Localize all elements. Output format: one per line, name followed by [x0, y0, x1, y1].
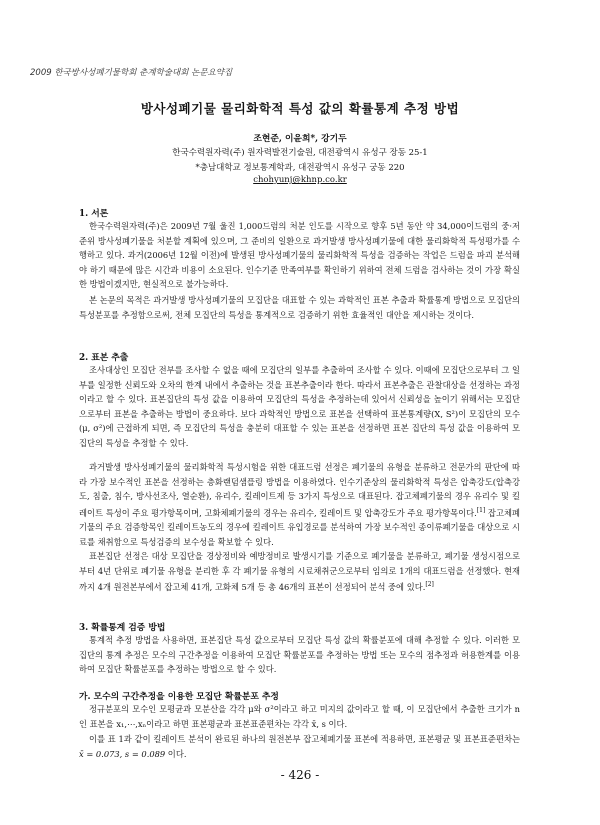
subsection-a-paragraph-2-end: 이다. — [165, 748, 187, 759]
section-2-paragraph-3 — [79, 549, 520, 595]
section-2-paragraph-2-cont: 잡고체폐기물의 주요 검증항목인 킬레이트농도의 경우에 킬레이트 유입경로를 분석하여 가장 보수적인 종이류폐기물을 대상으로 시료를 채취함으로 특성검증의 보수성을 확보할 수 있다. — [79, 507, 520, 547]
affiliation-2: *충남대학교 정보통계학과, 대전광역시 유성구 궁동 220 — [195, 163, 405, 173]
subsection-a-paragraph-2 — [79, 732, 520, 761]
page-number: - 426 - — [280, 768, 320, 782]
section-2-paragraph-2-text: 과거발생 방사성폐기물의 물리화학적 특성시험을 위한 대표드럼 선정은 폐기물의 유형을 분류하고 전문가의 판단에 따라 가장 보수적인 표본을 선정하는 층화랜덤샘플링 방법을 이용하였다. 인수기준상의 물리화학적 특성은 압축강도(압축강도, 침출, 침수, 방사선조사, 열순환), 유리수, 킬레이트제 등 3가지 특성으로 대표된다. 잡고체폐기물의 경우 유리수 및 킬레이트 특성이 주요 평가항목이며, 고화체폐기물의 경우는 유리수, 킬레이트 및 압축강도가 주요 평가항목이다. — [79, 462, 520, 518]
author-email[interactable]: chohyunj@khnp.co.kr — [253, 175, 347, 185]
section-2-paragraph-2 — [79, 460, 520, 549]
section-2-paragraph-3-text: 표본집단 선정은 대상 모집단을 경상정비와 예방정비로 발생시기를 기준으로 폐기물을 분류하고, 폐기물 생성시점으로부터 4년 단위로 폐기물 유형을 분리한 후 각 폐기물 유형의 시료채취군으로부터 임의로 1개의 대표드럼을 선정했다. 현재까지 4개 원전본부에서 잡고체 41개, 고화체 5개 등 총 46개의 표본이 선정되어 분석 중에 있다. — [79, 551, 520, 592]
section-3-paragraph-1: 통계적 추정 방법을 사용하면, 표본집단 특성 값으로부터 모집단 특성 값의 확률분포에 대해 추정할 수 있다. 이러한 모집단의 통계 추정은 모수의 구간추정을 이용하여 모집단 확률분포를 추정하는 방법 또는 모수의 점추정과 허용한계를 이용하여 모집단 확률분포를 추정하는 방법으로 할 수 있다. — [79, 635, 520, 675]
section-2-paragraph-1: 조사대상인 모집단 전부를 조사할 수 없을 때에 모집단의 일부를 추출하여 조사할 수 있다. 이때에 모집단으로부터 그 일부를 일정한 신뢰도와 오차의 한계 내에서 추출하는 것을 표본추출이라 한다. 따라서 표본추출은 관찰대상을 선정하는 과정이라고 할 수 있다. 표본집단의 특성 값을 이용하여 모집단의 특성을 추정하는데 있어서 신뢰성을 높이기 위해서는 모집단으로부터 표본을 추출하는 방법이 중요하다. 보다 과학적인 방법으로 표본을 선택하여 표본통계량(X, S²)이 모집단의 모수(μ, σ²)에 근접하게 되면, 즉 모집단의 특성을 충분히 대표할 수 있는 표본을 선정하면 표본 집단의 특성 값을 이용하여 모집단의 특성을 추정할 수 있다. — [79, 365, 520, 448]
section-1-heading: 1. 서론 — [79, 209, 109, 219]
authors: 조현준, 이윤희*, 강기두 — [253, 134, 347, 144]
subsection-a-heading: 가. 모수의 구간추정을 이용한 모집단 확률분포 추정 — [79, 692, 279, 702]
section-2-heading: 2. 표본 추출 — [79, 353, 129, 363]
citation-2: [2] — [425, 581, 434, 589]
conference-header: 2009 한국방사성폐기물학회 춘계학술대회 논문요약집 — [30, 68, 233, 78]
section-3-heading: 3. 확률통계 검증 방법 — [79, 623, 166, 633]
section-1-paragraph-2: 본 논문의 목적은 과거발생 방사성폐기물의 모집단을 대표할 수 있는 과학적인 표본 추출과 확률통계 방법으로 모집단의 특성분포를 추정함으로써, 전체 모집단의 특성을 통계적으로 검증하기 위한 효율적인 대안을 제시하는 것이다. — [79, 295, 520, 320]
section-1-paragraph-1: 한국수력원자력(주)은 2009년 7월 울진 1,000드럼의 처분 인도를 시작으로 향후 5년 동안 약 34,000이드럼의 중·저준위 방사성폐기물을 처분할 계획에 있으며, 그 준비의 일환으로 과거발생 방사성폐기물에 대한 물리화학적 특성평가를 수행하고 있다. 과거(2006년 12월 이전)에 발생된 방사성폐기물의 물리화학적 특성을 검증하는 작업은 드럼을 파괴 분석해야 하기 때문에 많은 시간과 비용이 소요된다. 인수기준 만족여부를 확인하기 위하여 전체 드럼을 검사하는 것이 가장 확실한 방법이겠지만, 현실적으로 불가능하다. — [79, 221, 520, 290]
citation-1: [1] — [476, 506, 486, 514]
affiliation-1: 한국수력원자력(주) 원자력발전기술원, 대전광역시 유성구 장동 25-1 — [172, 148, 428, 158]
paper-title: 방사성폐기물 물리화학적 특성 값의 확률통계 추정 방법 — [140, 101, 460, 116]
subsection-a-paragraph-2-text: 이를 표 1과 같이 킬레이트 분석이 완료된 하나의 원전본부 잡고체폐기물 표본에 적용하면, 표본평균 및 표본표준편차는 — [89, 734, 520, 744]
sample-statistics: x̄ = 0.073, s = 0.089 — [79, 748, 166, 759]
subsection-a-paragraph-1: 정규분포의 모수인 모평균과 모분산을 각각 μ와 σ²이라고 하고 미지의 값이라고 할 때, 이 모집단에서 추출한 크기가 n인 표본을 x₁,⋯,xₙ이라고 하면 표본평균과 표본표준편차는 각각 x̄, s 이다. — [79, 704, 520, 729]
